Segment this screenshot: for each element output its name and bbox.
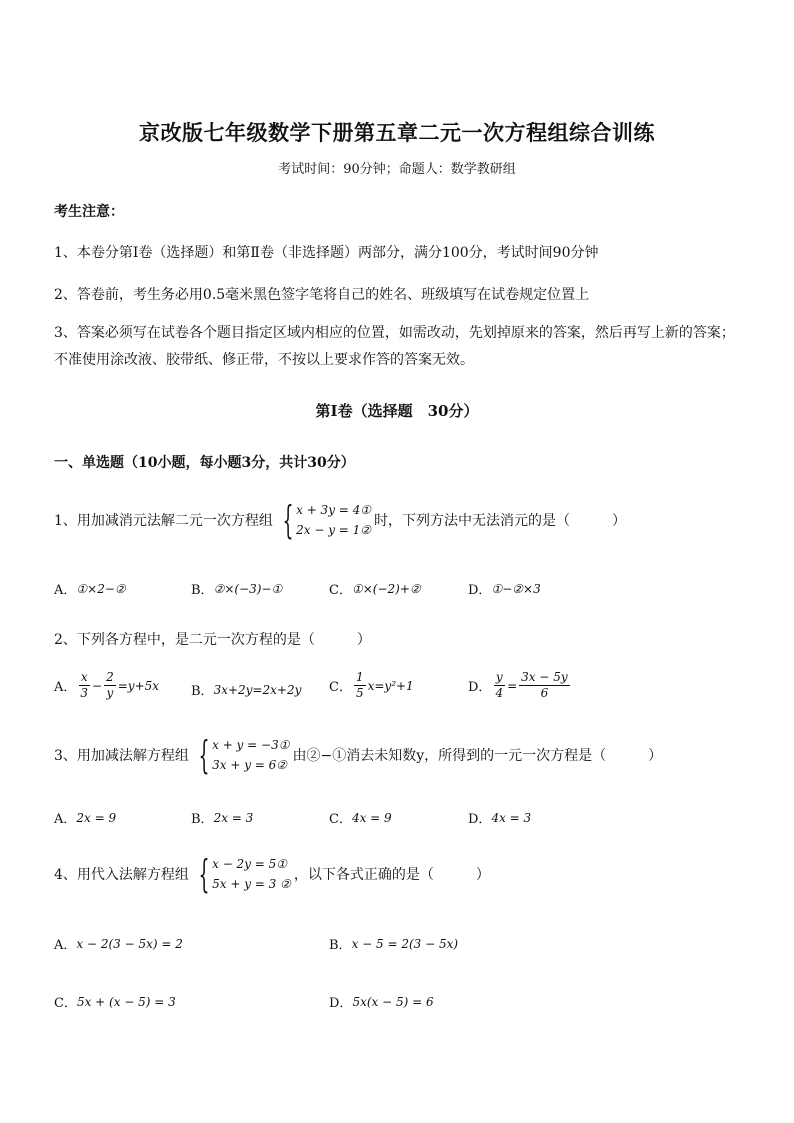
option-c[interactable] [329, 808, 392, 827]
option-d[interactable] [468, 808, 531, 827]
option-label: B． [191, 583, 214, 598]
question-text: 4、用代入法解方程组 [54, 867, 189, 883]
exam-info: 考试时间：90分钟；命题人：数学教研组 [278, 162, 516, 177]
option-label: D． [468, 583, 492, 598]
brace-icon: { [282, 498, 294, 542]
option-d[interactable] [468, 579, 541, 598]
fraction: $\frac{x}{3}$ [80, 670, 89, 700]
option-b[interactable] [191, 579, 282, 598]
option-label: C． [54, 996, 77, 1011]
operator: − [92, 678, 103, 693]
option-text: ②×(−3)−① [213, 581, 283, 596]
fraction: $\frac{3x - 5y}{6}$ [521, 670, 568, 700]
fraction: $\frac{y}{4}$ [495, 670, 504, 700]
question-1 [54, 500, 626, 540]
option-label: C． [329, 680, 352, 695]
option-text: 3x+2y=2x+2y [213, 682, 302, 697]
option-label: D． [468, 680, 492, 695]
option-label: B． [191, 812, 214, 827]
note-item: 3、答案必须写在试卷各个题目指定区域内相应的位置，如需改动，先划掉原来的答案，然后再写上新的答案；不准使用涂改液、胶带纸、修正带，不按以上要求作答的答案无效。 [54, 325, 735, 368]
option-b[interactable] [329, 934, 458, 953]
equation-system [192, 854, 291, 894]
option-label: C． [329, 583, 352, 598]
equation-line: x − 2y = 5① [212, 857, 288, 871]
question-text: 时，下列方法中无法消元的是（ ） [374, 513, 627, 529]
option-d[interactable] [468, 670, 572, 701]
option-label: A． [54, 680, 77, 695]
question-2 [54, 629, 371, 649]
section-title: 第Ⅰ卷（选择题 30分） [315, 402, 479, 420]
option-text: 4x = 9 [351, 810, 392, 825]
option-text: x − 2(3 − 5x) = 2 [76, 936, 183, 951]
option-label: D． [468, 812, 492, 827]
option-label: A． [54, 938, 77, 953]
option-text: ①×2−② [76, 581, 126, 596]
question-4 [54, 854, 490, 894]
option-c[interactable] [54, 992, 176, 1011]
question-text: 1、用加减消元法解二元一次方程组 [54, 513, 273, 529]
option-a[interactable] [54, 670, 159, 701]
option-text: 5x(x − 5) = 6 [352, 994, 434, 1009]
equation-line: x + y = −3① [212, 738, 290, 752]
option-text: ①−②×3 [491, 581, 541, 596]
brace-icon: { [198, 733, 210, 777]
option-label: C． [329, 812, 352, 827]
option-label: D． [329, 996, 353, 1011]
option-text: x − 5 = 2(3 − 5x) [351, 936, 459, 951]
question-text: ，以下各式正确的是（ ） [293, 867, 490, 883]
equation-system [276, 500, 371, 540]
option-text: x=y²+1 [367, 678, 414, 693]
option-text: =y+5x [117, 678, 160, 693]
question-text: 2、下列各方程中，是二元一次方程的是（ ） [54, 632, 371, 648]
note-item: 1、本卷分第Ⅰ卷（选择题）和第Ⅱ卷（非选择题）两部分，满分100分，考试时间90分钟 [54, 245, 599, 261]
brace-icon: { [198, 852, 210, 896]
notes-heading: 考生注意： [54, 204, 124, 220]
equation-system [192, 735, 290, 775]
option-b[interactable] [191, 808, 253, 827]
question-text: 3、用加减法解方程组 [54, 748, 189, 764]
option-c[interactable] [329, 579, 421, 598]
option-text: ①×(−2)+② [351, 581, 421, 596]
option-text: 4x = 3 [491, 810, 532, 825]
option-label: A． [54, 812, 77, 827]
equation-line: 2x − y = 1② [296, 523, 372, 537]
option-c[interactable] [329, 670, 414, 701]
option-label: B． [191, 684, 214, 699]
option-a[interactable] [54, 579, 126, 598]
operator: = [507, 678, 518, 693]
option-a[interactable] [54, 808, 116, 827]
question-3 [54, 735, 662, 775]
option-d[interactable] [329, 992, 434, 1011]
option-label: A． [54, 583, 77, 598]
question-text: 由②−①消去未知数y，所得到的一元一次方程是（ ） [292, 748, 663, 764]
page-title: 京改版七年级数学下册第五章二元一次方程组综合训练 [139, 120, 655, 145]
equation-line: 5x + y = 3 ② [212, 877, 291, 891]
option-text: 2x = 9 [76, 810, 117, 825]
equation-line: 3x + y = 6② [212, 758, 288, 772]
note-item: 2、答卷前，考生务必用0.5毫米黑色签字笔将自己的姓名、班级填写在试卷规定位置上 [54, 287, 590, 303]
equation-line: x + 3y = 4① [296, 503, 372, 517]
option-b[interactable] [191, 680, 301, 699]
fraction: $\frac{2}{y}$ [106, 670, 114, 700]
option-text: 2x = 3 [213, 810, 254, 825]
option-label: B． [329, 938, 352, 953]
option-a[interactable] [54, 934, 183, 953]
part-title: 一、单选题（10小题，每小题3分，共计30分） [54, 455, 355, 471]
option-text: 5x + (x − 5) = 3 [76, 994, 176, 1009]
fraction: $\frac{1}{5}$ [355, 670, 364, 700]
